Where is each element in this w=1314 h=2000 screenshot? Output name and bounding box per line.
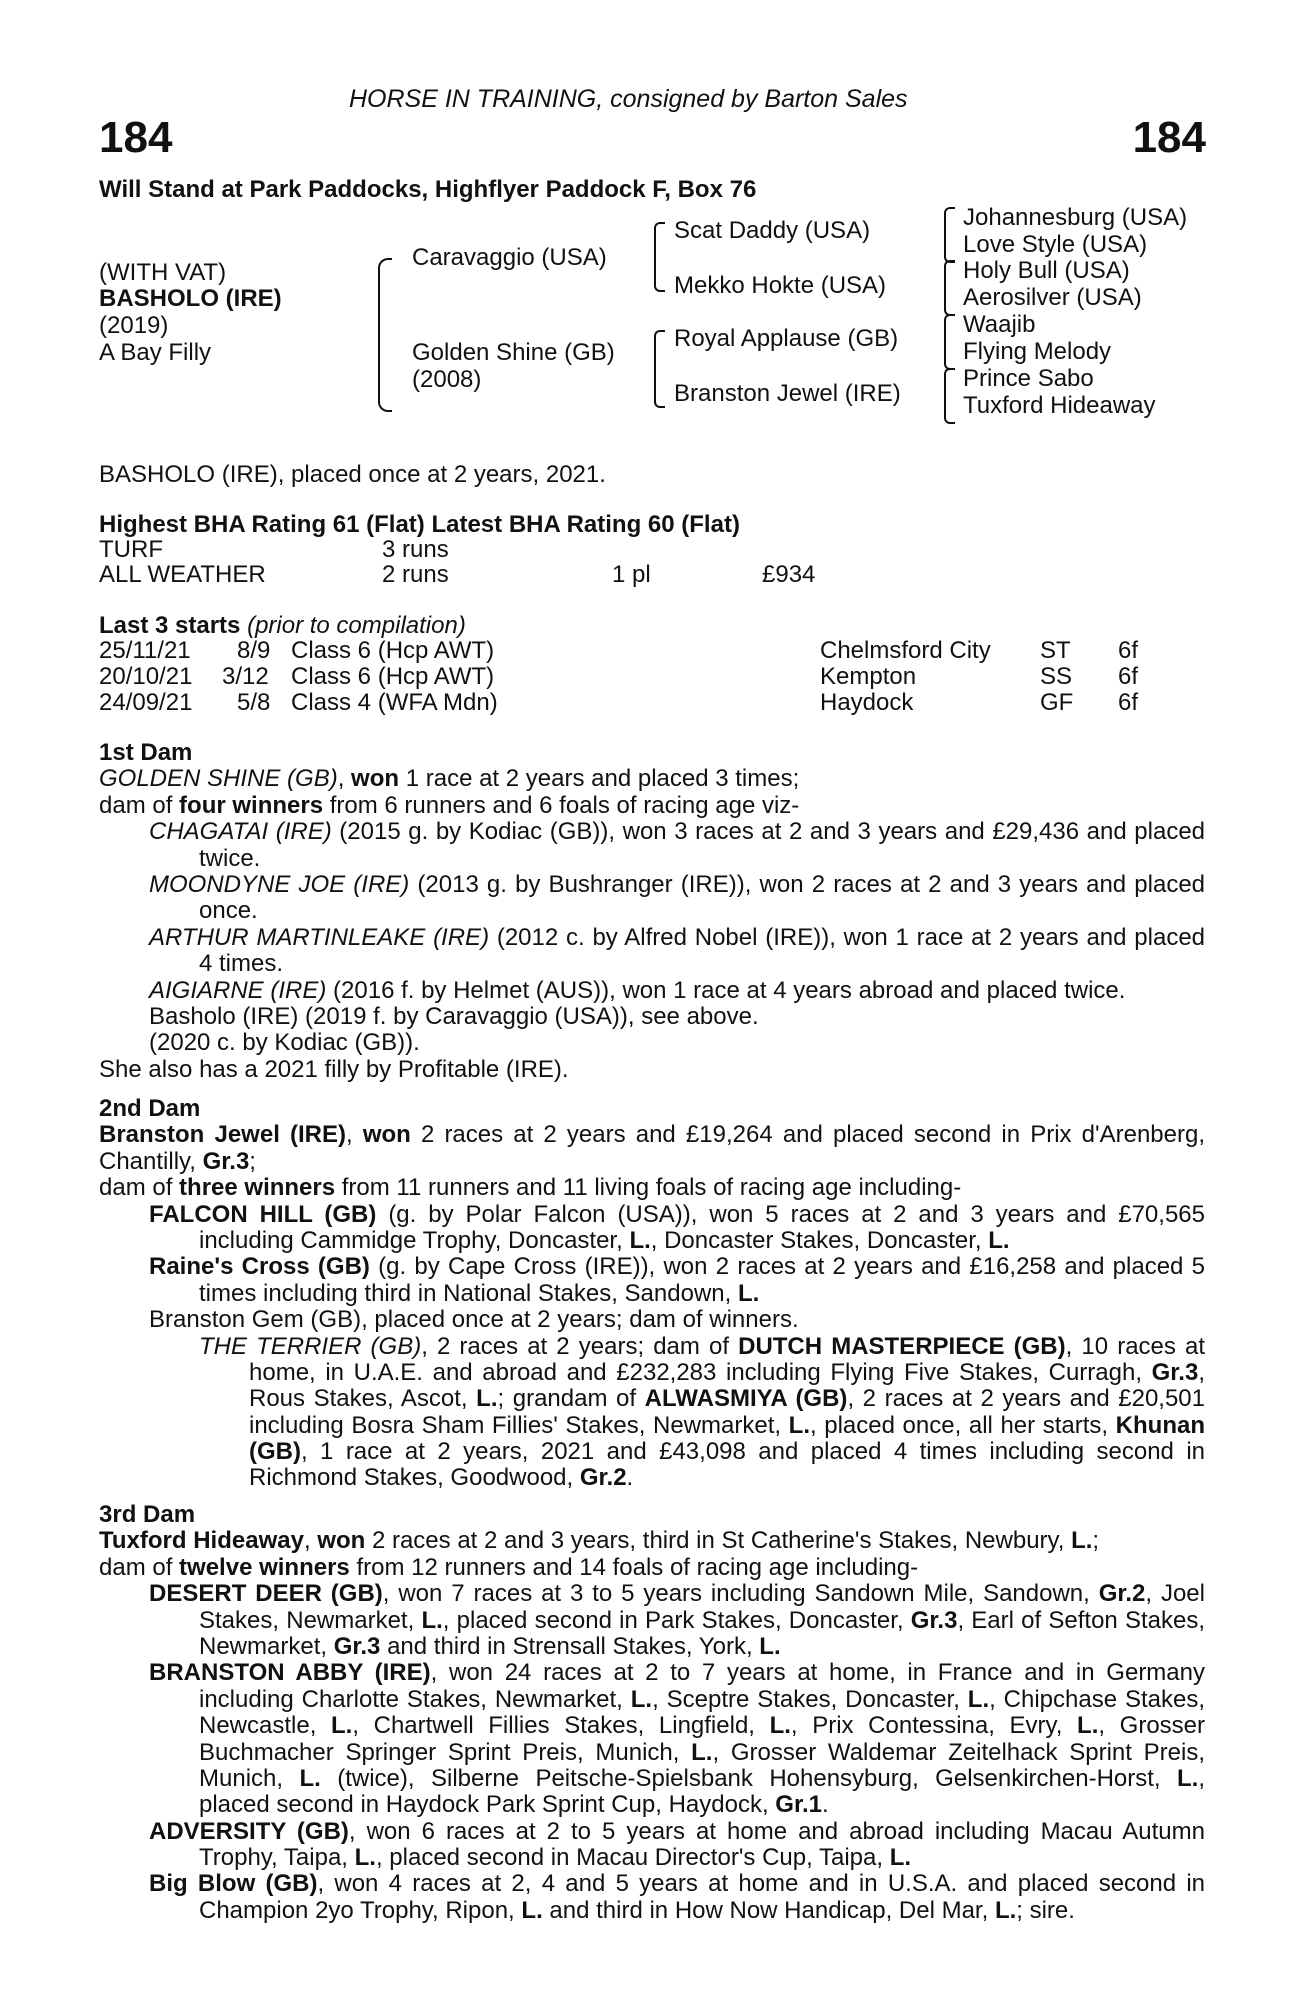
race-summary: BASHOLO (IRE), placed once at 2 years, 2021. xyxy=(99,461,606,488)
dam-sire-sire: Waajib xyxy=(963,311,1036,338)
rating-prize: £934 xyxy=(762,561,816,588)
progeny-entry: DESERT DEER (GB), won 7 races at 3 to 5 years including Sandown Mile, Sandown, Gr.2, Joel Stakes, Newmarket, L., placed second in Park Stakes, Doncaster, Gr.3, Earl of Sefton Stakes, Newmarket, Gr.3 and third in Strensall Stakes, York, L. xyxy=(149,1580,1206,1660)
rating-surface: ALL WEATHER xyxy=(99,561,266,588)
sire-dam-dam: Aerosilver (USA) xyxy=(963,284,1142,311)
start-going: GF xyxy=(1040,689,1074,716)
section-heading: 1st Dam xyxy=(99,739,193,766)
start-race: Class 4 (WFA Mdn) xyxy=(291,689,498,716)
stand-location: Will Stand at Park Paddocks, Highflyer Paddock F, Box 76 xyxy=(99,176,757,203)
dam-dam: Branston Jewel (IRE) xyxy=(674,380,901,407)
progeny-entry: Basholo (IRE) (2019 f. by Caravaggio (USA)), see above. xyxy=(149,1002,759,1030)
sire-sire-dam: Love Style (USA) xyxy=(963,231,1148,258)
section-heading: 2nd Dam xyxy=(99,1095,201,1122)
dam-year: (2008) xyxy=(412,366,482,393)
lot-number-left: 184 xyxy=(99,113,173,162)
horse-name: BASHOLO (IRE) xyxy=(99,285,282,312)
dam-sire-dam: Flying Melody xyxy=(963,338,1112,365)
rating-runs: 3 runs xyxy=(382,536,449,563)
progeny-entry: BRANSTON ABBY (IRE), won 24 races at 2 to 7 years at home, in France and in Germany including Charlotte Stakes, Newmarket, L., Sceptre Stakes, Doncaster, L., Chipchase Stakes, Newcastle, L., Chartwell Fillies Stakes, Lingfield, L., Prix Contessina, Evry, L., Grosser Buchmacher Springer Sprint Preis, Munich, L., Grosser Waldemar Zeitelhack Sprint Preis, Munich, L. (twice), Silberne Peitsche-Spielsbank Hohensyburg, Gelsenkirchen-Horst, L., placed second in Haydock Park Sprint Cup, Haydock, Gr.1. xyxy=(149,1659,1206,1819)
start-course: Chelmsford City xyxy=(820,637,991,664)
horse-description: A Bay Filly xyxy=(99,339,212,366)
progeny-entry: MOONDYNE JOE (IRE) (2013 g. by Bushranger (IRE)), won 2 races at 2 and 3 years and placed once. xyxy=(149,870,1206,925)
sire-sire-sire: Johannesburg (USA) xyxy=(963,204,1188,231)
progeny-entry: FALCON HILL (GB) (g. by Polar Falcon (USA)), won 5 races at 2 and 3 years and £70,565 including Cammidge Trophy, Doncaster, L., Doncaster Stakes, Doncaster, L. xyxy=(149,1200,1205,1254)
dam-record: Tuxford Hideaway, won 2 races at 2 and 3 years, third in St Catherine's Stakes, Newbury, L.; xyxy=(99,1527,1100,1555)
start-race: Class 6 (Hcp AWT) xyxy=(291,663,495,690)
start-date: 25/11/21 xyxy=(99,637,191,664)
vat-note: (WITH VAT) xyxy=(99,259,227,286)
sire-dam-sire: Holy Bull (USA) xyxy=(963,257,1130,284)
consignor-line: HORSE IN TRAINING, consigned by Barton Sales xyxy=(349,85,908,113)
progeny-entry: CHAGATAI (IRE) (2015 g. by Kodiac (GB)), won 3 races at 2 and 3 years and £29,436 and placed twice. xyxy=(149,818,1206,872)
progeny-entry: AIGIARNE (IRE) (2016 f. by Helmet (AUS)), won 1 race at 4 years abroad and placed twice. xyxy=(149,976,1126,1004)
start-position: 5/8 xyxy=(237,689,271,716)
start-date: 24/09/21 xyxy=(99,689,193,716)
start-position: 8/9 xyxy=(237,637,271,664)
start-date: 20/10/21 xyxy=(99,663,193,690)
dam-dam-dam: Tuxford Hideaway xyxy=(963,392,1156,419)
pedigree-brace xyxy=(944,260,955,316)
pedigree-brace xyxy=(378,258,392,412)
pedigree-brace xyxy=(654,222,665,292)
progeny-entry: ADVERSITY (GB), won 6 races at 2 to 5 years at home and abroad including Macau Autumn Trophy, Taipa, L., placed second in Macau Director's Cup, Taipa, L. xyxy=(149,1817,1205,1872)
dam-record: GOLDEN SHINE (GB), won 1 race at 2 years and placed 3 times; xyxy=(99,765,800,793)
progeny-entry: (2020 c. by Kodiac (GB)). xyxy=(149,1029,420,1057)
dam-produce-line: dam of twelve winners from 12 runners and 14 foals of racing age including- xyxy=(99,1553,919,1581)
dam-produce-line: dam of four winners from 6 runners and 6 foals of racing age viz- xyxy=(99,791,800,819)
first-dam-section xyxy=(99,740,1205,1083)
start-going: ST xyxy=(1040,637,1071,664)
progeny-entry: Raine's Cross (GB) (g. by Cape Cross (IRE)), won 2 races at 2 years and £16,258 and placed 5 times including third in National Stakes, Sandown, L. xyxy=(149,1253,1205,1307)
dam-produce-line: dam of three winners from 11 runners and 11 living foals of racing age including- xyxy=(99,1174,962,1202)
start-going: SS xyxy=(1040,663,1073,690)
rating-surface: TURF xyxy=(99,536,163,563)
dam-dam-sire: Prince Sabo xyxy=(963,365,1094,392)
pedigree-brace xyxy=(944,314,955,370)
second-dam-section xyxy=(99,1096,1205,1492)
progeny-entry: THE TERRIER (GB), 2 races at 2 years; dam of DUTCH MASTERPIECE (GB), 10 races at home, in U.A.E. and abroad and £232,283 including Flying Five Stakes, Curragh, Gr.3, Rous Stakes, Ascot, L.; grandam of ALWASMIYA (GB), 2 races at 2 years and £20,501 including Bosra Sham Fillies' Stakes, Newmarket, L., placed once, all her starts, Khunan (GB), 1 race at 2 years, 2021 and £43,098 and placed 4 times including second in Richmond Stakes, Goodwood, Gr.2. xyxy=(199,1332,1206,1492)
pedigree-brace xyxy=(944,207,955,263)
rating-places: 1 pl xyxy=(612,561,651,588)
horse-year: (2019) xyxy=(99,312,169,339)
dam-also-line: She also has a 2021 filly by Profitable (IRE). xyxy=(99,1055,569,1083)
bha-rating: Highest BHA Rating 61 (Flat) Latest BHA Rating 60 (Flat) xyxy=(99,511,740,538)
start-distance: 6f xyxy=(1118,637,1139,664)
lot-number-right: 184 xyxy=(1132,113,1206,162)
start-position: 3/12 xyxy=(222,663,269,690)
progeny-entry: ARTHUR MARTINLEAKE (IRE) (2012 c. by Alfred Nobel (IRE)), won 1 race at 2 years and placed 4 times. xyxy=(149,923,1206,978)
pedigree-brace xyxy=(654,330,665,408)
third-dam-section xyxy=(99,1502,1205,1924)
pedigree-brace xyxy=(944,368,955,424)
last-starts-heading: Last 3 starts (prior to compilation) xyxy=(99,612,466,639)
progeny-entry: Branston Gem (GB), placed once at 2 years; dam of winners. xyxy=(149,1306,799,1334)
sire-sire: Scat Daddy (USA) xyxy=(674,217,871,244)
dam-sire: Royal Applause (GB) xyxy=(674,325,899,352)
dam-record: Branston Jewel (IRE), won 2 races at 2 years and £19,264 and placed second in Prix d'Arenberg, Chantilly, Gr.3; xyxy=(99,1121,1206,1175)
start-race: Class 6 (Hcp AWT) xyxy=(291,637,495,664)
section-heading: 3rd Dam xyxy=(99,1501,196,1528)
sire-dam: Mekko Hokte (USA) xyxy=(674,272,887,299)
sire: Caravaggio (USA) xyxy=(412,244,607,271)
start-course: Haydock xyxy=(820,689,914,716)
start-distance: 6f xyxy=(1118,689,1139,716)
start-distance: 6f xyxy=(1118,663,1139,690)
start-course: Kempton xyxy=(820,663,917,690)
progeny-entry: Big Blow (GB), won 4 races at 2, 4 and 5 years at home and in U.S.A. and placed second in Champion 2yo Trophy, Ripon, L. and third in How Now Handicap, Del Mar, L.; sire. xyxy=(149,1870,1206,1924)
dam: Golden Shine (GB) xyxy=(412,339,615,366)
rating-runs: 2 runs xyxy=(382,561,449,588)
